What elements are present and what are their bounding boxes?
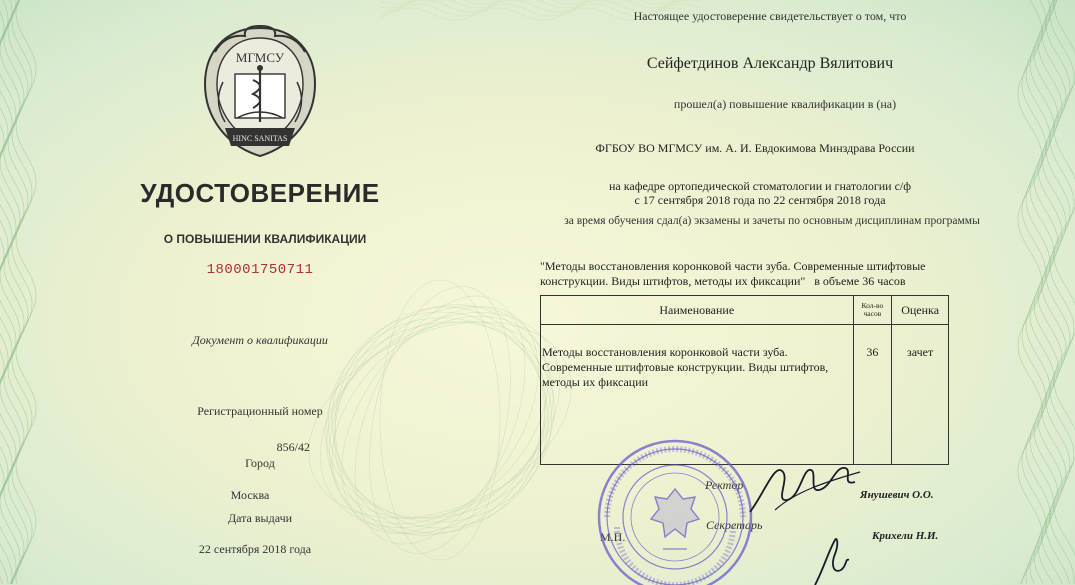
official-stamp [595, 437, 755, 585]
column-header-hours: Кол-во часов [853, 296, 892, 325]
study-period: с 17 сентября 2018 года по 22 сентября 2018 года [634, 193, 886, 207]
discipline-name: Методы восстановления коронковой части зуба. Современные штифтовые конструкции. Виды штифтов, методы их фиксации [541, 325, 854, 465]
passed-text: прошел(а) повышение квалификации в (на) [673, 97, 897, 111]
intro-text: Настоящее удостоверение свидетельствует о том, что [633, 9, 907, 23]
logo-top-text: МГМСУ [235, 50, 285, 65]
document-subtitle: О ПОВЫШЕНИИ КВАЛИФИКАЦИИ [163, 232, 367, 246]
secretary-signature [805, 530, 855, 585]
column-header-name: Наименование [541, 296, 854, 325]
organization: ФГБОУ ВО МГМСУ им. А. И. Евдокимова Минздрава России [595, 141, 915, 155]
department: на кафедре ортопедической стоматологии и гнатологии с/ф [608, 179, 912, 193]
date-label: Дата выдачи [227, 511, 293, 525]
city: Москва [230, 488, 270, 502]
registration-label: Регистрационный номер [197, 404, 323, 418]
logo-bottom-text: HINC SANITAS [232, 134, 288, 143]
registration-number: 856/42 [276, 440, 310, 454]
rector-signature [745, 452, 865, 522]
column-header-grade: Оценка [892, 296, 949, 325]
rector-label: Ректор [705, 478, 744, 492]
discipline-hours: 36 [853, 325, 892, 465]
exams-text: за время обучения сдал(а) экзамены и зачеты по основным дисциплинам программы [564, 215, 980, 227]
document-title: УДОСТОВЕРЕНИЕ [140, 178, 380, 208]
city-label: Город [245, 456, 275, 470]
seal-place-label: М.П. [600, 530, 626, 544]
recipient-name: Сейфетдинов Александр Вялитович [646, 55, 894, 72]
serial-number: 180001750711 [206, 262, 314, 278]
secretary-name: Крихели Н.И. [872, 530, 939, 542]
program-line-1: "Методы восстановления коронковой части зуба. Современные штифтовые [540, 259, 926, 273]
issue-date: 22 сентября 2018 года [198, 542, 312, 556]
discipline-grade: зачет [892, 325, 949, 465]
program-line-2: конструкции. Виды штифтов, методы их фиксации" в объеме 36 часов [540, 274, 906, 288]
secretary-label: Секретарь [706, 518, 763, 532]
mgmsu-logo [195, 22, 325, 162]
rector-name: Янушевич О.О. [860, 489, 934, 501]
document-type: Документ о квалификации [192, 333, 328, 347]
